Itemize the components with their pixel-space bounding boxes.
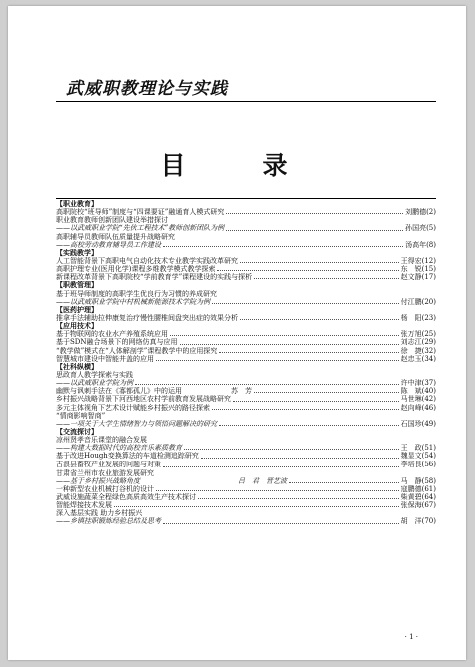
toc-author-page: 孙国亮(5) [405,224,436,233]
toc-entry-subtitle [56,517,436,525]
toc-entry-text: ——以武威职业学院为例 [56,379,133,388]
toc-entry-text: “教学做”模式在“人体解剖学”课程教学中的应用探究 [56,346,218,355]
toc-entry-text: 基于物联网的农业水产养殖系统应用 [56,330,168,339]
toc-entry-text: ——基于乡村振兴战略角度 吕 君 晋艺波 [56,476,287,485]
dot-leader [163,242,403,247]
toc-section-heading: 【职业教育】 [56,200,98,208]
toc-author-page: 魏显文(54) [400,452,436,461]
dot-leader [289,478,399,483]
toc-author-page: 杨 阳(23) [400,313,436,322]
toc-entry-title: 高职辅导员教师队伍质量提升战略研究 [56,232,175,241]
toc-author-page: 付江鹏(20) [400,297,436,306]
dot-leader [163,462,399,467]
toc-entry-text: 智能焊接技术发展 [56,501,112,510]
toc-entry-text: 多元主体视角下艺术设计赋能乡村振兴的路径探索 [56,403,210,412]
toc-section-heading: 【应用技术】 [56,322,98,331]
toc-entry [56,461,436,469]
toc-entry [56,493,436,501]
toc-entry [56,208,436,216]
toc-author-page: 王 政(51) [400,444,436,453]
dot-leader [240,258,399,263]
toc-entry-text: 高职院校“班导师”制度与“四课要证”融通育人模式研究 [56,208,225,217]
toc-entry-subtitle [56,444,436,452]
toc-entry [56,330,436,338]
toc-entry-text: ——一项关于大学生情绪智力与领悟问题解决的研究 [56,419,217,428]
toc-author-page: 胡 洋(70) [400,517,436,526]
toc-entry-text: 武威设施蔬菜全程绿色高质高效生产技术探讨 [56,493,196,502]
dot-leader [240,315,399,320]
toc-entry-title: 职业教育教师创新团队建设举措探讨 [56,216,168,225]
toc-entry-subtitle [56,420,436,428]
toc-author-page: 柴黄碧(64) [400,493,436,502]
toc-entry [56,265,436,273]
dot-leader [254,274,398,279]
toc-entry-text: 幽默与讽刺手法在《寡都孤儿》中的运用 苏 芳 [56,387,252,396]
toc-author-page: 张万旭(25) [400,330,436,339]
toc-entry [56,452,436,460]
toc-entry [56,273,436,281]
toc-author-page: 石国珍(49) [400,419,436,428]
dot-leader [226,209,403,214]
toc-entry-title: 深入基层实践 助力乡村振兴 [56,509,143,518]
toc-entry-text: 智慧城市建设中智能井盖的应用 [56,354,154,363]
toc-author-page: 刘鹏德(2) [405,208,436,217]
toc-author-page: 寇鹏德(61) [400,484,436,493]
dot-leader [135,380,399,385]
toc-author-page: 赵向峰(46) [400,403,436,412]
toc-entry-title: 基于班导师制度的高职学生优良行为习惯的养成研究 [56,289,217,298]
dot-leader [219,348,398,353]
toc-entry-text: 人工智能背景下高职电气自动化技术专业教学实践改革研究 [56,256,238,265]
toc-entry [56,387,436,395]
toc-heading: 目 录 [160,151,314,180]
toc-author-page: 赵文静(17) [400,273,436,282]
toc-entry [56,485,436,493]
toc-entry-title: “情商影响智商” [56,411,106,420]
dot-leader [254,388,399,393]
toc-entry-text: ——以武威职业学院“先伙工程技术”教师创新团队为例 [56,224,225,233]
toc-author-page: 李培良(56) [400,460,436,469]
journal-title: 武威职教理论与实践 [66,79,228,99]
page [8,6,466,660]
toc-entry-subtitle [56,379,436,387]
toc-entry-subtitle [56,477,436,485]
dot-leader [226,226,403,231]
toc-section-heading: 【交流探讨】 [56,427,98,436]
toc-entry [56,347,436,355]
dot-leader [163,519,399,524]
toc-entry-subtitle [56,241,436,249]
toc-divider [56,198,436,199]
toc-entry-text: 乡村振兴战略背景下河西地区农村学前教育发展战略研究 [56,395,231,404]
dot-leader [170,331,399,336]
dot-leader [114,502,399,507]
toc-entry-text: 高职护理专业(医用化学)课程多维教学模式教学探索 [56,265,216,274]
toc-entry-text: ——以武威职业学院中村机械新能源技术学院为例 [56,297,210,306]
toc-author-page: 张保海(67) [400,501,436,510]
toc-entry [56,257,436,265]
toc-entry-subtitle [56,298,436,306]
dot-leader [156,486,399,491]
toc-author-page: 徐 捷(32) [400,346,436,355]
page-number: · 1 · [404,633,418,641]
dot-leader [201,454,399,459]
title-divider [56,101,436,102]
toc-entry [56,314,436,322]
toc-entry-text: 基于SDN融合场景下的网络仿真与应用 [56,338,178,347]
toc-section-heading: 【实践教学】 [56,248,98,257]
dot-leader [156,356,399,361]
toc-entry-text: 基于改进Hough变换算法的车道检测追踪研究 [56,452,199,461]
toc-entry-title: 思政育人教学探索与实践 [56,370,133,379]
dot-leader [212,299,399,304]
toc-author-page: 东 锐(15) [400,265,436,274]
toc-entry-text: 古浪县畜牧产业发展的问题与对策 [56,460,161,469]
toc-entry-subtitle [56,224,436,232]
toc-entry-text: ——高校劳动教育辅导员工作建设 [56,240,161,249]
toc-entry [56,404,436,412]
dot-leader [198,494,399,499]
dot-leader [217,266,398,271]
dot-leader [184,445,399,450]
table-of-contents [56,200,436,526]
toc-author-page: 许中津(37) [400,379,436,388]
dot-leader [233,397,399,402]
toc-entry-text: ——乡镇挂职锻炼经验总结及思考 [56,517,161,526]
dot-leader [180,340,399,345]
toc-author-page: 王得宏(12) [400,256,436,265]
toc-entry [56,501,436,509]
toc-section-heading: 【社科纵横】 [56,362,98,371]
toc-author-page: 赵忠玉(34) [400,354,436,363]
toc-entry-text: 新课程改革背景下高职院校“学前教育学”课程建设的实践与探析 [56,273,253,282]
toc-author-page: 马 静(58) [400,476,436,485]
toc-author-page: 刘志江(29) [400,338,436,347]
toc-entry [56,338,436,346]
toc-entry-title: 甘肃省兰州市农业旅游发展研究 [56,468,154,477]
toc-entry [56,395,436,403]
dot-leader [219,421,399,426]
toc-author-page: 马世琳(42) [400,395,436,404]
toc-entry-title: 凉州贤孝音乐课堂的融合发展 [56,436,147,445]
toc-entry-text: 一种新型农业机械打谷机的设计 [56,484,154,493]
toc-entry-text: ——构建大数据时代的高校音乐素质教育 [56,444,182,453]
toc-section-heading: 【医药护理】 [56,305,98,314]
dot-leader [212,405,399,410]
toc-entry-text: 推拿手法辅助拉伸康复治疗慢性腰椎间盘突出症的效果分析 [56,313,238,322]
toc-entry [56,355,436,363]
toc-author-page: 汤高年(8) [405,240,436,249]
toc-author-page: 陈 斌(40) [400,387,436,396]
toc-section-heading: 【职教管理】 [56,281,98,290]
